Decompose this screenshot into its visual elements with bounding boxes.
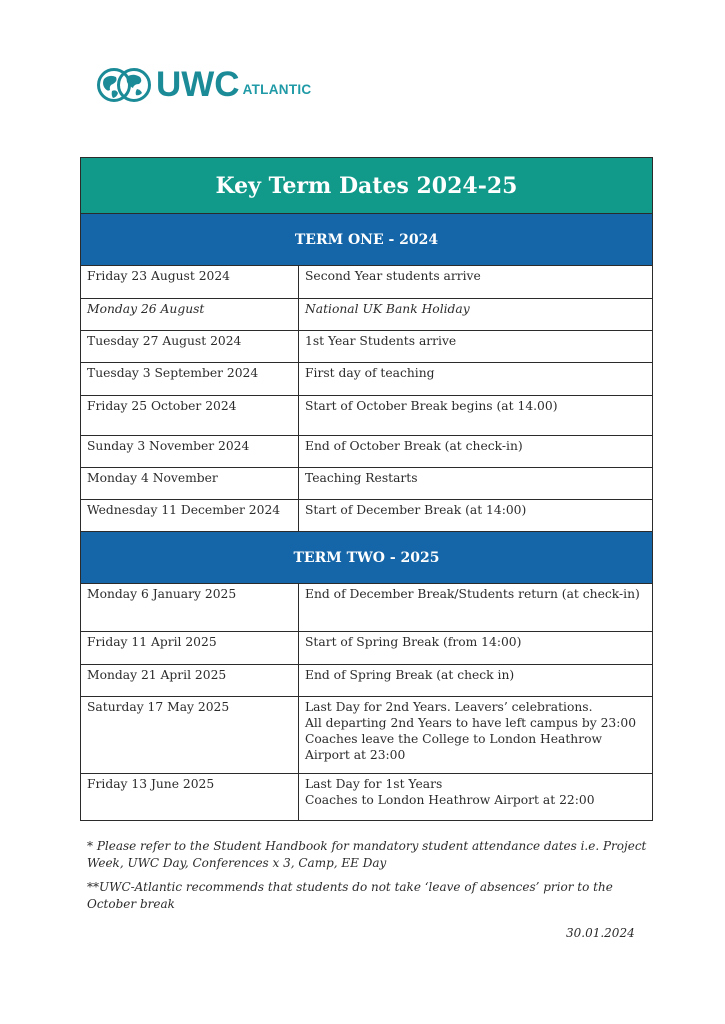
row-date: Wednesday 11 December 2024	[81, 500, 299, 531]
row-date: Tuesday 3 September 2024	[81, 363, 299, 395]
table-row	[81, 665, 652, 697]
term-one-heading: TERM ONE - 2024	[81, 214, 652, 266]
row-date: Friday 23 August 2024	[81, 266, 299, 298]
row-event	[299, 774, 652, 820]
table-row	[81, 396, 652, 436]
row-date: Monday 26 August	[81, 299, 299, 330]
table-row	[81, 331, 652, 363]
uwc-atlantic-logo	[96, 66, 311, 104]
document-date: 30.01.2024	[566, 926, 635, 940]
row-date: Friday 13 June 2025	[81, 774, 299, 820]
logo-brand-text: UWC	[156, 65, 240, 104]
table-row	[81, 266, 652, 299]
row-event: Second Year students arrive	[305, 269, 481, 283]
event-line: Last Day for 2nd Years. Leavers’ celebrations.	[305, 700, 593, 714]
row-date: Friday 25 October 2024	[81, 396, 299, 435]
table-row	[81, 500, 652, 532]
globe-icon	[96, 67, 152, 103]
event-line: All departing 2nd Years to have left campus by 23:00	[305, 716, 637, 730]
row-date: Monday 6 January 2025	[81, 584, 299, 631]
table-row	[81, 774, 652, 820]
row-event: End of Spring Break (at check in)	[305, 668, 515, 682]
row-event: National UK Bank Holiday	[305, 302, 470, 316]
row-event: Teaching Restarts	[305, 471, 418, 485]
table-row	[81, 697, 652, 774]
row-event: Start of Spring Break (from 14:00)	[305, 635, 522, 649]
term-dates-table	[80, 157, 653, 821]
row-event: First day of teaching	[305, 366, 435, 380]
footnote-leave: **UWC-Atlantic recommends that students do not take ‘leave of absences’ prior to the October break	[87, 880, 613, 911]
row-date: Monday 4 November	[81, 468, 299, 499]
row-event	[299, 697, 652, 773]
row-date: Tuesday 27 August 2024	[81, 331, 299, 362]
row-date: Sunday 3 November 2024	[81, 436, 299, 467]
event-line: Coaches to London Heathrow Airport at 22:00	[305, 793, 595, 807]
page-title: Key Term Dates 2024-25	[81, 158, 652, 214]
table-row	[81, 584, 652, 632]
row-date: Monday 21 April 2025	[81, 665, 299, 696]
row-event: Start of October Break begins (at 14.00)	[305, 399, 558, 413]
table-row	[81, 299, 652, 331]
table-row	[81, 632, 652, 665]
row-event: End of December Break/Students return (at check-in)	[305, 587, 640, 601]
row-date: Saturday 17 May 2025	[81, 697, 299, 773]
event-line: Coaches leave the College to London Heathrow Airport at 23:00	[305, 732, 603, 762]
table-row	[81, 468, 652, 500]
event-line: Last Day for 1st Years	[305, 777, 443, 791]
row-event: 1st Year Students arrive	[305, 334, 457, 348]
table-row	[81, 436, 652, 468]
logo-sub-text: ATLANTIC	[242, 82, 312, 97]
row-date: Friday 11 April 2025	[81, 632, 299, 664]
row-event: End of October Break (at check-in)	[305, 439, 523, 453]
term-two-heading: TERM TWO - 2025	[81, 532, 652, 584]
table-row	[81, 363, 652, 396]
row-event: Start of December Break (at 14:00)	[305, 503, 527, 517]
footnote-attendance: * Please refer to the Student Handbook for mandatory student attendance dates i.e. Project Week, UWC Day, Conferences x 3, Camp, EE Day	[87, 839, 647, 870]
